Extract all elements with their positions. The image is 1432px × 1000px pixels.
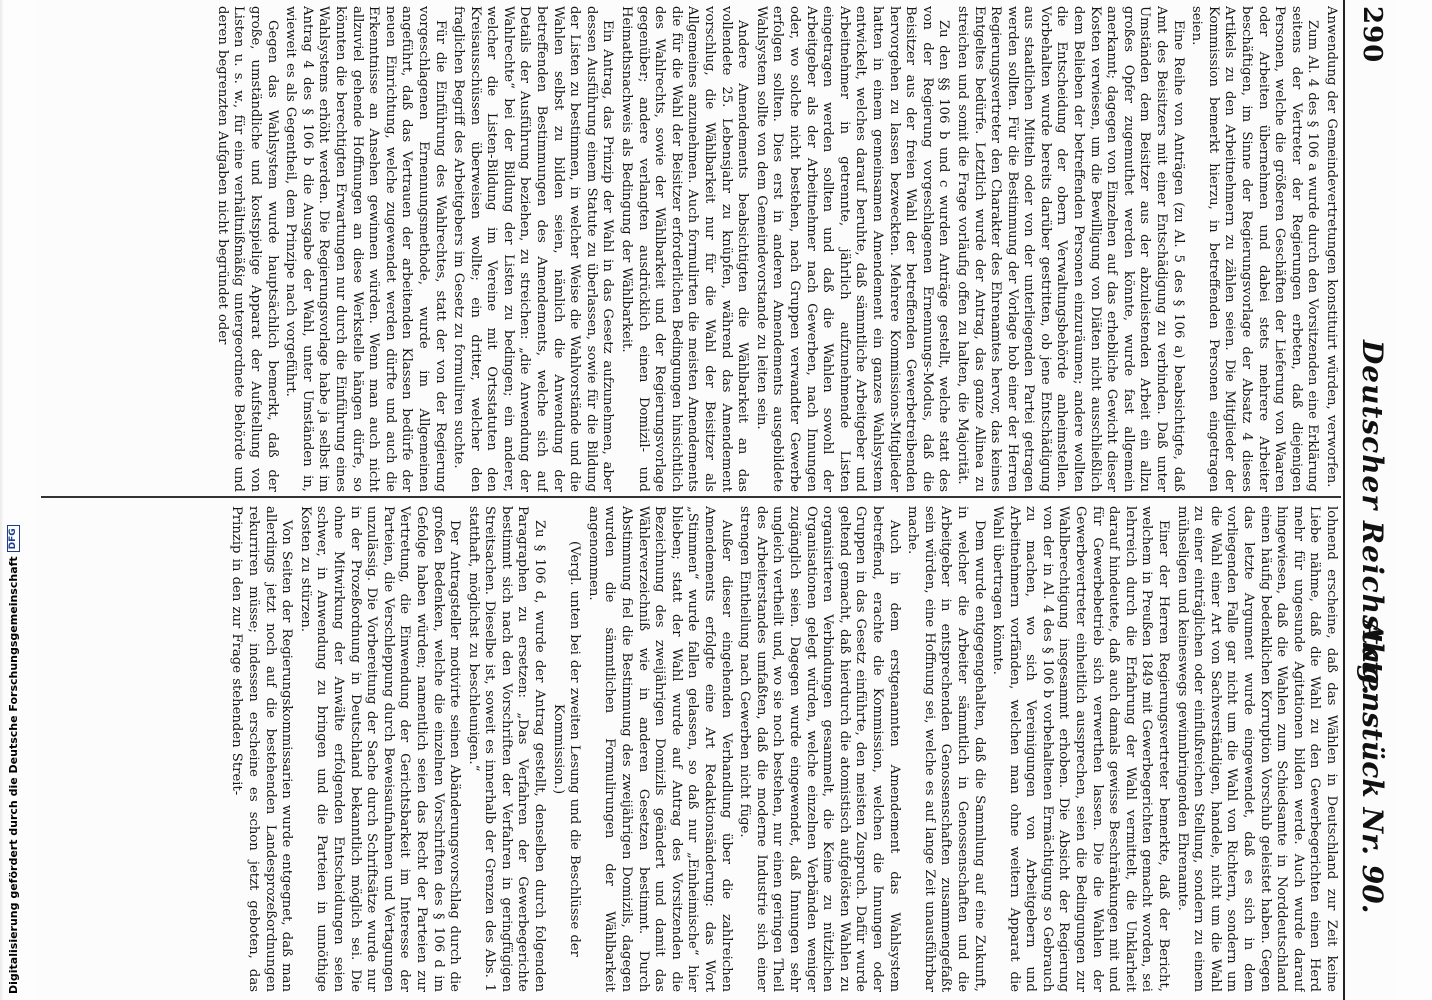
- paragraph: Dem wurde entgegengehalten, daß die Sammlung auf eine Zukunft, in welcher die Arbeiter sämmtlich in Genossenschaften und die Arbeitgeber in entsprechenden Genossenschaften zusammengefaßt sein würden, eine Hoffnung sei, welche es auf lange Zeit unausführbar mache.: [905, 506, 987, 992]
- paragraph: Auch in dem erstgenannten Amendement das Wahlsystem betreffend, erachte die Kommission, welchen die Innungen oder Gruppen in das Gesetz einführte, den meisten Zuspruch. Dafür wurde geltend gemacht, daß hierdurch die atomistisch aufgelösten Wahlen zu organisirteren Verbindungen gesammelt, die Keime zu nützlichen Organisationen gelegt würden, welche einzelnen Verbänden weniger zugänglich seien. Dagegen wurde eingewendet, daß Innungen sehr ungleich vertheilt und, wo sie noch bestehen, nur einen geringen Theil des Arbeiterstandes umfaßten, daß die moderne Industrie sich einer strengen Eintheilung nach Gewerben nicht füge.: [737, 506, 902, 992]
- paragraph: Eine Reihe von Anträgen (zu Al. 5 des § 106 a) beabsichtigte, daß Amt des Beisitzers mit einer Entschädigung zu verbinden. Daß unter Umständen dem Beisitzer aus der abzuleistenden Arbeit ein allzu großes Opfer zugemuthet werden könnte, wurde fast allgemein anerkannt; dagegen von Einzelnen auf das erhebliche Gewicht dieser Kosten verwiesen, um die Bewilligung von Diäten nicht ausschließlich dem Belieben der betreffenden Personen einzuräumen; andere wollten die Entscheidung der obern Verwaltungsbehörde anheimstellen. Vorbehalten wurde bereits darüber gestritten, ob jene Entschädigung aus staatlichen Mitteln oder von der unterliegenden Partei getragen werden sollten. Für die Bestimmung der Vorlage hob einer der Herren Regierungsvertreter den Charakter des Ehrenamtes hervor, das keines Entgeltes bedürfe. Letztlich wurde der Antrag, das ganze Alinea zu streichen und somit die Frage vorläufig offen zu halten, die Majorität.: [954, 6, 1186, 492]
- paragraph: Ein Antrag, das Prinzip der Wahl in das Gesetz aufzunehmen, aber dessen Ausführung einem Statute zu überlassen, sowie für die Bildung der Listen zu bestimmen, in welcher Weise die Wahlvorstände und die Wahlen selbst zu bilden seien, nämlich die Anwendung der betreffenden Bestimmungen des Amendements, welche sich auf Details der Ausführung beziehen, zu streichen: „die Anwendung der Wahlrechte“ bei der Bildung der Listen zu bedingen; ein anderer, welcher die Listen-Bildung im Vereine mit Ortsstatuten den Kreisausschüssen überweisen wollte; ein dritter, welcher den fraglichen Begriff des Arbeitgebers im Gesetz zu formuliren suchte.: [451, 6, 616, 492]
- paragraph: Andere Amendements beabsichtigten die Wählbarkeit an das vollendete 25. Lebensjahr zu knüpfen, während das Amendement vorschlug, die Wählbarkeit nur für die Wahl der Beisitzer als Allgemeines anzunehmen. Auch formulirten die meisten Amendements die für die Wahl der Beisitzer erforderlichen Bedingungen hinsichtlich des Wahlrechts, sowie der Wählbarkeit und der Regierungsvorlage gegenüber; andere verlangten ausdrücklich einen Domizil- und Heimathsnachweis als Bedingung der Wählbarkeit.: [619, 6, 751, 492]
- text-column-right: [43, 506, 1339, 992]
- text-column-left: [43, 6, 1339, 492]
- paragraph: Zum Al. 4 des § 106 a wurde durch den Vorsitzenden eine Erklärung seitens der Vertreter der Regierungen erbeten, daß diejenigen Personen, welche die größeren Geschäften der Lieferung von Waaren oder Arbeiten übernehmen und dabei stets mehrere Arbeiter beschäftigen, im Sinne der Regierungsvorlage der Absatz 4 dieses Artikels zu den Arbeitnehmern zu zählen seien. Die Mitglieder der Kommission bemerkt hierzu, in betreffenden Personen eingetragen seien.: [1189, 6, 1321, 492]
- header-rule: [1343, 0, 1345, 1000]
- paragraph: Für die Einführung des Wahlrechtes, statt der von der Regierung vorgeschlagenen Ernennungsmethode, wurde im Allgemeinen angeführt, daß das Vertrauen der arbeitenden Klassen bedürfe der neuen Einrichtung, welche zugewendet werden dürfte und auch die Erkenntnisse an Ansehen gewinnen würden. Wenn man auch nicht allzuviel gehende Hoffnungen an diese Werkstelle hängen dürfe, so könnten die berechtigten Erwartungen nur durch die Einführung eines Wahlsystems erhöht werden. Die Regierungsvorlage habe ja selbst im Antrag 4 des § 106 b die Ausgabe der Wahl, unter Umständen in, wieweit es als Gegentheil, dem Prinzipe nach vorgeführt.: [283, 6, 448, 492]
- paragraph: Von Seiten der Regierungskommissarien wurde entgegnet, daß man allerdings jetzt noch auf die bestehenden Landesprozeßordnungen rekurriren müsse; indessen erscheine es schon jetzt geboten, das Prinzip in den zur Frage stehenden Streit-: [229, 506, 295, 992]
- page-title: Deutscher Reichstag.: [1356, 340, 1389, 697]
- credit-text: Digitalisierung gefördert durch die Deutsche Forschungsgemeinschaft: [6, 556, 20, 994]
- paragraph: lohnend erscheine, daß das Wählen in Deutschland zur Zeit keine Liebe nähme, daß die Wahl zu den Gewerbegerichten einen Herd mehr für ungesunde Agitationen bilden werde. Auch wurde darauf hingewiesen, daß die Wahlen zum Schiedsamte in Norddeutschland einen häufig bedenklichen Korruption Vorschub geleistet haben. Gegen das letzte Argument wurde eingewendet, daß es sich in dem vorliegenden Falle gar nicht um die Wahl von Richtern, sondern um die Wahl einer Art von Sachverständigen, handele, nicht um die Wahl zu einer einträglichen oder einflußreichen Stellung, sondern zu einem mühseligen und keineswegs gewinnbringenden Ehrenamte.: [1174, 506, 1339, 992]
- paragraph: Der Antragsteller motivirte seinen Abänderungsvorschlag durch die großen Bedenken, welche die einzelnen Vorschriften des § 106 d im Gefolge haben würden; namentlich seien das Recht der Parteien zur Vertretung, die Einwendung der Gerichtsbarkeit im Interesse der Parteien, die Verschleppung durch Beweisaufnahmen und Vertagungen unzulässig. Die Vorbereitung der Sache durch Schriftsätze wurde nur in der Prozeßordnung in Deutschland bekanntlich möglich sei. Die ohne Mitwirkung der Anwälte erfolgenden Entscheidungen seien schwer, in Anwendung zu bringen und die Parteien in unnöthige Kosten zu stürzen.: [297, 506, 463, 992]
- paragraph: Zu den §§ 106 b und c wurden Anträge gestellt, welche statt des von der Regierung vorgeschlagenen Ernennungs-Modus, daß die Beisitzer aus der freien Wahl der betreffenden Gewerbetreibenden hervorgehen zu lassen bezweckten. Mehrere Kommissions-Mitglieder hatten in einem gemeinsamen Amendement ein ganzes Wahlsystem entwickelt, welches darauf beruhte, daß sämmtliche Arbeitgeber und Arbeitnehmer in getrennte, jährlich aufzunehmende Listen eingetragen werden sollten und daß die Wahlen sowohl der Arbeitgeber als der Arbeitnehmer nach Gewerben, nach Innungen oder, wo solche nicht bestehen, nach Gruppen verwandter Gewerbe erfolgen sollten. Dies erst in anderen Amendements ausgebildete Wahlsystem sollte von dem Gemeindevorstande zu leiten sein.: [753, 6, 952, 492]
- digitization-credit: [2, 0, 24, 1000]
- paragraph: Einer der Herren Regierungsvertreter bemerkte, daß der Bericht, welchem in Preußen 1849 mit Gewerbegerichten gemacht worden, sei lehrreich durch die Erfahrung der Wahl vermittelt, die Unklarheit darauf hindeutete, daß auch damals gewisse Beschränkungen mit und für Gewerbebetrieb sich verwerthen lassen. Die die Wahlen der Gewerbevertreter einheitlich aussprechen, seien die Bedingungen zur Wahlberechtigung insgesammt erhoben. Die Absicht der Regierung von der in Al. 4 des § 106 b vorbehaltenen Ermächtigung so Gebrauch zu machen, wo sich Vereinigungen von Arbeitgebern und Arbeitnehmern vorfänden, welchen man ohne weitern Apparat die Wahl übertragen könnte.: [990, 506, 1172, 992]
- paragraph: Zu § 106 d, wurde der Antrag gestellt, denselben durch folgenden Paragraphen zu ersetzen: „Das Verfahren der Gewerbegerichte bestimmt sich nach den Vorschriften der Verfahren in geringfügigen Streitsachen. Dieselbe ist, soweit es innerhalb der Grenzen des Abs. 1 statthaft, möglichst zu beschleunigen.“: [465, 506, 548, 992]
- paragraph: (Vergl. unten bei der zweiten Lesung und die Beschlüsse der Kommission.): [550, 541, 583, 957]
- newspaper-page: [37, 0, 1397, 1000]
- paragraph: Anwendung der Gemeindevertretungen konstituirt würden, verworfen.: [1324, 6, 1339, 488]
- paragraph: Gegen das Wahlsystem wurde hauptsächlich bemerkt, daß der große, umständliche und kostspielige Apparat der Aufstellung von Listen u. s. w., für eine verhältnißmäßig untergeordnete Behörde und deren begrenzten Aufgaben nicht begründet oder: [214, 6, 280, 492]
- page-header: [1349, 0, 1393, 1000]
- column-divider: [41, 496, 1341, 498]
- annex-label: Aktenstück Nr. 90.: [1356, 620, 1389, 914]
- page-number: 290: [1357, 6, 1387, 64]
- dfg-logo-icon: DFG: [7, 525, 20, 552]
- paragraph: Außer dieser eingehenden Verhandlung über die zahlreichen Amendements erfolgte eine Art Redaktionsänderung: das Wort „Stimmen“ wurde fallen gelassen, so daß nur „Einheimische“ hier blieben; statt der Wahl wurde auf Antrag des Vorsitzenden die Bezeichnung des zweijährigen Domizils geändert und damit das Wählerverzeichniß wie in anderen Gesetzen bestimmt. Durch Abstimmung fiel die Bestimmung des zweijährigen Domizils, dagegen wurden die sämmtlichen Formulirungen der Wählbarkeit angenommen.: [585, 506, 734, 992]
